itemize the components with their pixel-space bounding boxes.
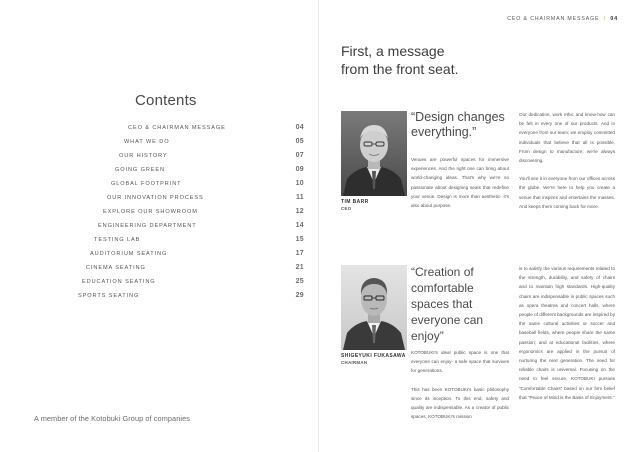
page-title-line-1: First, a message <box>341 43 445 59</box>
chairman-portrait-image <box>341 265 407 350</box>
ceo-portrait <box>341 111 407 196</box>
chairman-body-paragraph: This has been KOTOBUKI's basic philosophy since its inception. To this end, safety and quality are indispensable. As a creator of public spaces, KOTOBUKI's mission <box>411 386 509 420</box>
toc-item-page: 25 <box>295 278 304 285</box>
toc-item-page: 09 <box>295 166 304 173</box>
ceo-title: CEO <box>341 206 352 211</box>
ceo-body-paragraph: Venues are powerful spaces for immersive experiences. And the right one can bring about world-changing ideas. That's why we're so passionate about designing seats that redefine your venue. Design is more than aesthetic- it's also about purpose. <box>411 157 509 209</box>
ceo-body-column-1 <box>411 155 509 219</box>
toc-item-label: OUR INNOVATION PROCESS <box>107 195 204 201</box>
toc-item-label: GOING GREEN <box>115 167 165 173</box>
chairman-name: SHIGEYUKI FUKASAWA <box>341 353 406 359</box>
ceo-portrait-image <box>341 111 407 196</box>
toc-item-page: 15 <box>295 236 304 243</box>
toc-item-label: WHAT WE DO <box>124 139 170 145</box>
chairman-body-paragraph: KOTOBUKI's ideal public space is one that everyone can enjoy- a safe space that survives for generations. <box>411 350 509 374</box>
ceo-name: TIM BARR <box>341 199 369 205</box>
running-head-separator: / <box>603 16 607 22</box>
toc-item-page: 11 <box>296 194 304 201</box>
page-title <box>341 42 541 78</box>
chairman-body-column-2 <box>519 264 615 411</box>
toc-item-label: CEO & CHAIRMAN MESSAGE <box>128 125 226 131</box>
running-head-page: 04 <box>610 16 618 22</box>
toc-item-page: 07 <box>295 152 304 159</box>
chairman-body-paragraph: is to satisfy the various requirements related to the strength, durability, and safety of chairs and to maintain high standards. High-quality chairs are indispensable in public spaces such as opera theatres and concert halls, where people of different backgrounds are inspired by the same cultural activities or soccer and baseball fields, where people share the same passion; and at educational facilities, where ergonomics are applied in the pursuit of nurturing the next generation. The need for reliable chairs is universal. Focusing on the need to feel secure, KOTOBUKI pursues “Comfortable Chairs” based on our firm belief that “Peace of Mind is the Basis of Enjoyment.” <box>519 266 615 400</box>
toc-item-label: GLOBAL FOOTPRINT <box>111 181 182 187</box>
chairman-quote: “Creation of comfortable spaces that everyone can enjoy” <box>411 265 484 343</box>
running-head <box>507 16 618 22</box>
chairman-body-column-1 <box>411 348 509 430</box>
toc-item-page: 21 <box>295 264 304 271</box>
toc-item-page: 29 <box>295 292 304 299</box>
toc-item-page: 17 <box>295 250 304 257</box>
member-of-group-line: A member of the Kotobuki Group of companies <box>34 414 190 423</box>
ceo-body-paragraph: Our dedication, work ethic and know-how can be felt in every one of our products. And in everyone from our team; we employ committed individuals that believe that all is possible. From design to manufacture; we're always discovering. <box>519 112 615 164</box>
ceo-body-column-2 <box>519 110 615 220</box>
toc-item-label: AUDITORIUM SEATING <box>90 251 168 257</box>
toc-item-label: SPORTS SEATING <box>78 293 140 299</box>
toc-item-label: EDUCATION SEATING <box>82 279 156 285</box>
chairman-title: CHAIRMAN <box>341 360 368 365</box>
toc-item-label: ENGINEERING DEPARTMENT <box>98 223 197 229</box>
toc-item-label: OUR HISTORY <box>119 153 168 159</box>
toc-item-label: CINEMA SEATING <box>86 265 146 271</box>
toc-item-label: TESTING LAB <box>94 237 141 243</box>
toc-item-page: 05 <box>295 138 304 145</box>
ceo-body-paragraph: You'll see it in everyone from our offices across the globe. We're here to help you create a venue that inspires and entertains the masses. And keeps them coming back for more. <box>519 176 615 209</box>
toc-item-page: 12 <box>295 208 304 215</box>
toc-item-page: 14 <box>295 222 304 229</box>
page-title-line-2: from the front seat. <box>341 61 459 77</box>
chairman-portrait <box>341 265 407 350</box>
contents-title: Contents <box>135 92 197 109</box>
toc-item-page: 04 <box>295 124 304 131</box>
toc-item-label: EXPLORE OUR SHOWROOM <box>103 209 198 215</box>
toc-item-page: 10 <box>295 180 304 187</box>
running-head-section: CEO & CHAIRMAN MESSAGE <box>507 16 600 22</box>
ceo-quote: “Design changes everything.” <box>411 110 505 139</box>
